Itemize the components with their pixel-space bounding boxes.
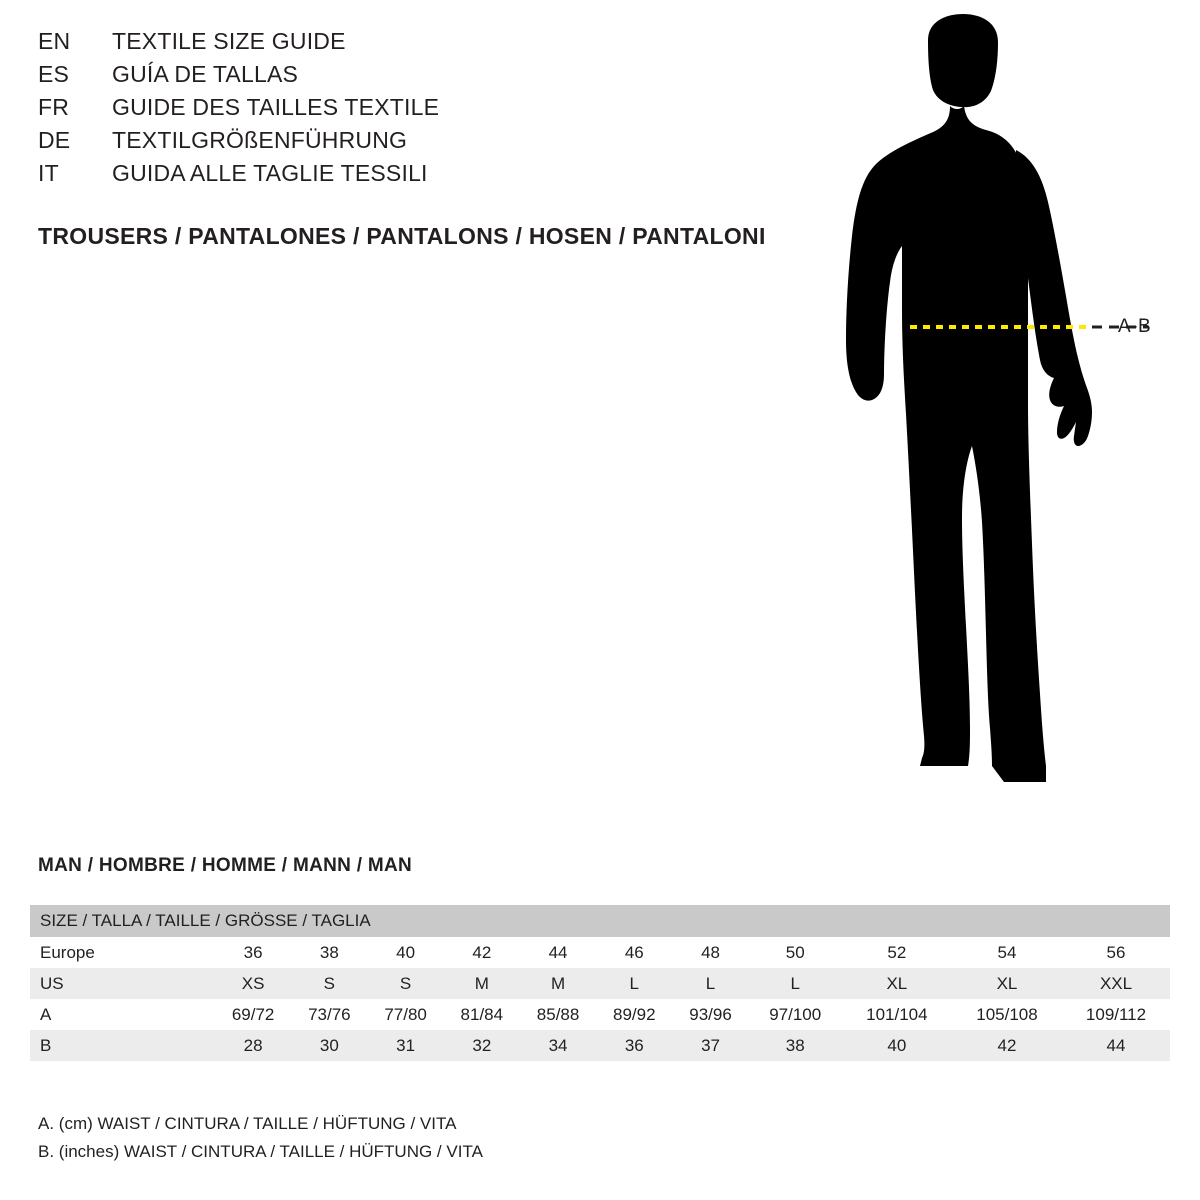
row-label: A — [30, 999, 215, 1030]
table-cell: 28 — [215, 1030, 291, 1061]
table-cell: 48 — [672, 937, 748, 968]
table-cell: 73/76 — [291, 999, 367, 1030]
row-label: US — [30, 968, 215, 999]
table-row — [30, 1030, 1170, 1061]
table-cell: 89/92 — [596, 999, 672, 1030]
language-row — [38, 160, 798, 193]
silhouette-head — [928, 14, 998, 107]
table-cell: 37 — [672, 1030, 748, 1061]
table-row — [30, 937, 1170, 968]
language-code: DE — [38, 127, 71, 153]
table-section-title: MAN / HOMBRE / HOMME / MANN / MAN — [38, 855, 413, 876]
footnotes — [38, 1110, 483, 1166]
language-code: EN — [38, 28, 71, 54]
table-cell: 44 — [520, 937, 596, 968]
size-table — [30, 905, 1170, 1061]
table-cell: 46 — [596, 937, 672, 968]
language-text: GUÍA DE TALLAS — [112, 61, 299, 87]
table-cell: 97/100 — [749, 999, 842, 1030]
table-cell: 42 — [444, 937, 520, 968]
language-row — [38, 127, 798, 160]
table-cell: 101/104 — [842, 999, 952, 1030]
table-cell: L — [672, 968, 748, 999]
table-cell: 40 — [367, 937, 443, 968]
table-cell: S — [291, 968, 367, 999]
table-cell: XL — [952, 968, 1062, 999]
table-cell: 36 — [596, 1030, 672, 1061]
table-cell: 30 — [291, 1030, 367, 1061]
table-header-row — [30, 905, 1170, 937]
language-text: TEXTILGRÖßENFÜHRUNG — [112, 127, 408, 153]
table-cell: 69/72 — [215, 999, 291, 1030]
table-cell: 36 — [215, 937, 291, 968]
language-row — [38, 28, 798, 61]
table-cell: 50 — [749, 937, 842, 968]
table-cell: 77/80 — [367, 999, 443, 1030]
male-silhouette-figure — [800, 10, 1200, 810]
language-list — [38, 28, 798, 193]
table-cell: XL — [842, 968, 952, 999]
table-cell: 105/108 — [952, 999, 1062, 1030]
table-row — [30, 999, 1170, 1030]
table-cell: 38 — [291, 937, 367, 968]
table-cell: XS — [215, 968, 291, 999]
language-code: ES — [38, 61, 70, 87]
language-text: TEXTILE SIZE GUIDE — [112, 28, 346, 54]
language-text: GUIDA ALLE TAGLIE TESSILI — [112, 160, 428, 186]
table-cell: 109/112 — [1062, 999, 1170, 1030]
silhouette-body — [846, 106, 1046, 782]
table-row — [30, 968, 1170, 999]
table-cell: 31 — [367, 1030, 443, 1061]
footnote-b: B. (inches) WAIST / CINTURA / TAILLE / HÜFTUNG / VITA — [38, 1142, 483, 1161]
table-cell: 34 — [520, 1030, 596, 1061]
language-row — [38, 94, 798, 127]
table-header-label: SIZE / TALLA / TAILLE / GRÖSSE / TAGLIA — [30, 905, 1170, 937]
language-code: IT — [38, 160, 59, 186]
waist-measure-label: A-B — [1118, 316, 1152, 337]
row-label: B — [30, 1030, 215, 1061]
language-code: FR — [38, 94, 70, 120]
table-cell: 56 — [1062, 937, 1170, 968]
table-cell: XXL — [1062, 968, 1170, 999]
table-cell: 54 — [952, 937, 1062, 968]
garment-title: TROUSERS / PANTALONES / PANTALONS / HOSEN / PANTALONI — [38, 223, 766, 249]
table-cell: S — [367, 968, 443, 999]
table-cell: L — [596, 968, 672, 999]
table-cell: 81/84 — [444, 999, 520, 1030]
row-label: Europe — [30, 937, 215, 968]
table-cell: 44 — [1062, 1030, 1170, 1061]
table-cell: L — [749, 968, 842, 999]
table-cell: 42 — [952, 1030, 1062, 1061]
language-text: GUIDE DES TAILLES TEXTILE — [112, 94, 440, 120]
table-cell: 52 — [842, 937, 952, 968]
table-cell: 85/88 — [520, 999, 596, 1030]
footnote-a: A. (cm) WAIST / CINTURA / TAILLE / HÜFTUNG / VITA — [38, 1114, 457, 1133]
table-cell: 93/96 — [672, 999, 748, 1030]
table-cell: 38 — [749, 1030, 842, 1061]
table-cell: 32 — [444, 1030, 520, 1061]
table-cell: M — [444, 968, 520, 999]
language-row — [38, 61, 798, 94]
table-cell: 40 — [842, 1030, 952, 1061]
table-cell: M — [520, 968, 596, 999]
